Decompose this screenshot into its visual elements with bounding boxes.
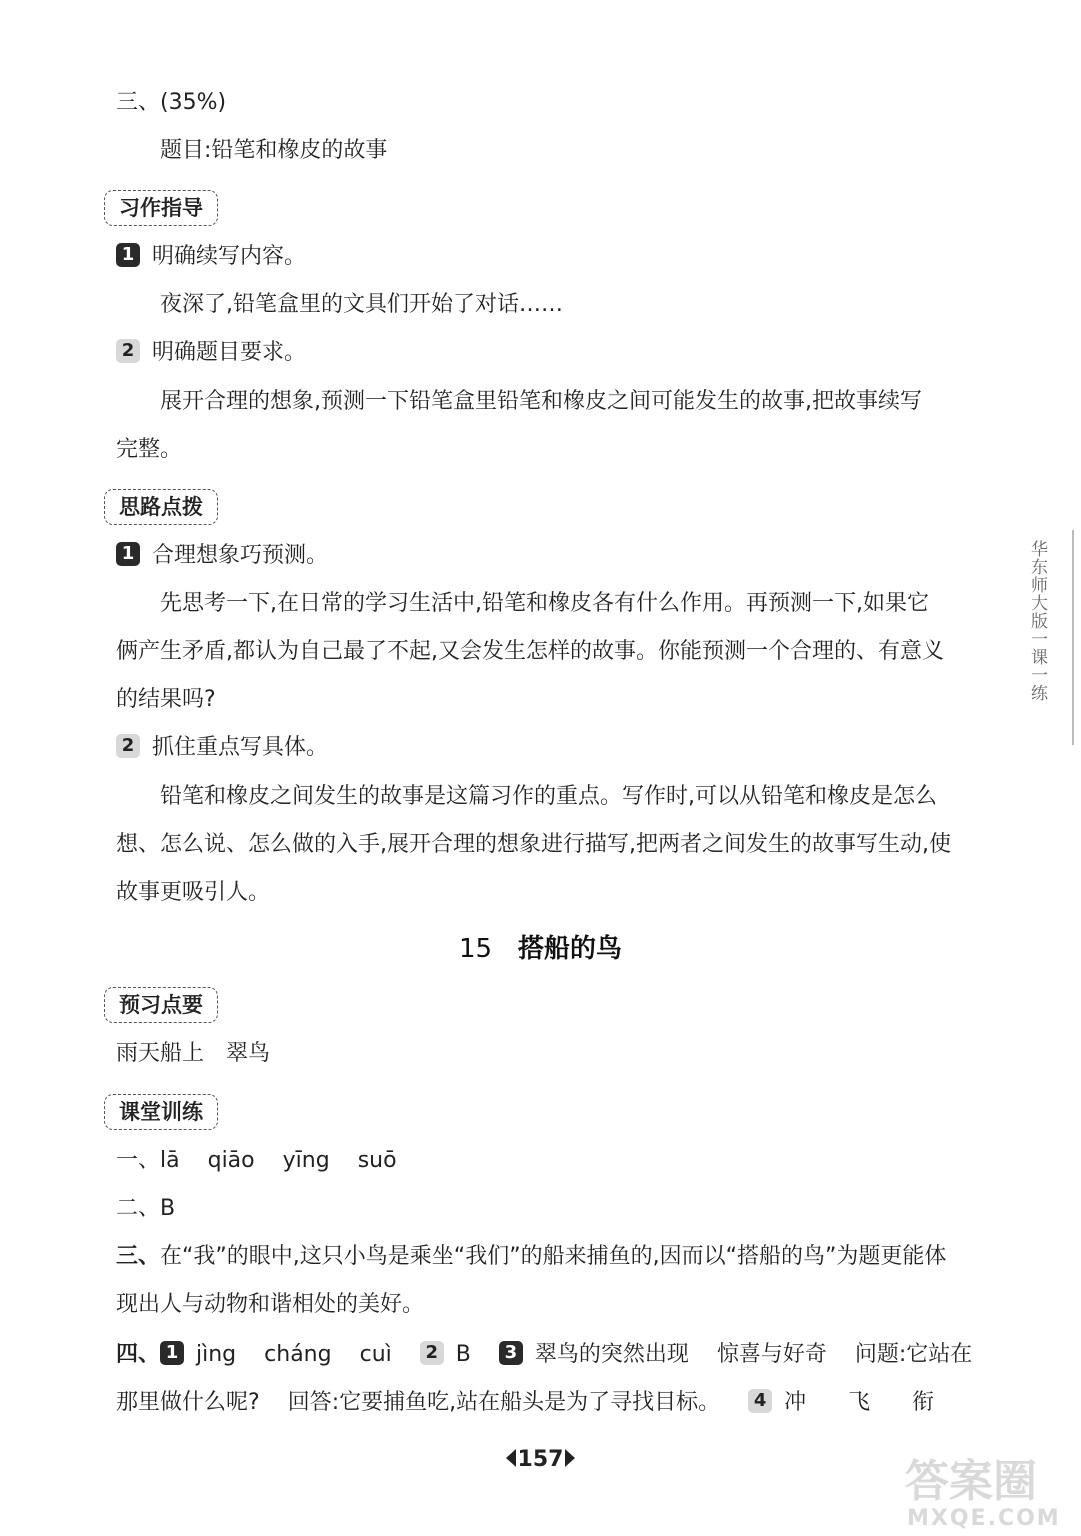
side-divider [1072, 530, 1074, 745]
q2-label: 二、 [116, 1196, 161, 1221]
idea-item-2-line3: 故事更吸引人。 [116, 880, 271, 905]
number-badge-icon: 4 [748, 1389, 772, 1413]
q3-label: 三、 [116, 1244, 161, 1269]
idea-item-1-label: 合理想象巧预测。 [152, 543, 329, 568]
q4-sub3-a: 翠鸟的突然出现 [534, 1342, 689, 1367]
idea-item-1-line2: 俩产生矛盾,都认为自己最了不起,又会发生怎样的故事。你能预测一个合理的、有意义 [116, 639, 944, 664]
number-badge-icon: 1 [116, 243, 140, 267]
answer-q1 [116, 1146, 397, 1176]
lesson-number: 15 [458, 934, 493, 964]
idea-tips-tag: 思路点拨 [104, 489, 218, 525]
idea-item-1 [116, 541, 328, 571]
pinyin-answer: cuì [359, 1342, 392, 1367]
q4-sub4-answer: 飞 [848, 1390, 871, 1415]
lesson-title [0, 932, 1081, 966]
idea-item-2-label: 抓住重点写具体。 [152, 735, 329, 760]
guide-item-2 [116, 338, 306, 368]
preview-tag: 预习点要 [104, 987, 218, 1023]
pinyin-answer: yīng [282, 1148, 330, 1173]
guide-item-2-label: 明确题目要求。 [152, 340, 307, 365]
q4-sub3-b: 惊喜与好奇 [716, 1342, 827, 1367]
q3-text: 在“我”的眼中,这只小鸟是乘坐“我们”的船来捕鱼的,因而以“搭船的鸟”为题更能体 [160, 1244, 947, 1269]
number-badge-icon: 2 [116, 339, 140, 363]
q4-sub3-c: 问题:它站在 [854, 1342, 973, 1367]
q4-sub3-d: 那里做什么呢? [116, 1390, 260, 1415]
number-badge-icon: 2 [420, 1341, 444, 1365]
guide-item-1-text: 夜深了,铅笔盒里的文具们开始了对话…… [160, 292, 563, 317]
section-heading-part3: 三、(35%) [116, 90, 227, 115]
lesson-name: 搭船的鸟 [518, 934, 623, 964]
left-arrow-icon [506, 1449, 516, 1467]
pinyin-answer: cháng [264, 1342, 332, 1367]
pinyin-answer: lā [160, 1148, 180, 1173]
q4-sub2-answer: B [455, 1342, 471, 1367]
number-badge-icon: 3 [499, 1341, 523, 1365]
class-practice-tag: 课堂训练 [104, 1094, 218, 1130]
q4-sub3-e: 回答:它要捕鱼吃,站在船头是为了寻找目标。 [287, 1390, 721, 1415]
essay-topic: 题目:铅笔和橡皮的故事 [160, 138, 388, 163]
number-badge-icon: 1 [160, 1341, 184, 1365]
right-arrow-icon [565, 1449, 575, 1467]
answer-q3-line1 [116, 1242, 946, 1272]
number-badge-icon: 1 [116, 542, 140, 566]
answer-q4-line2 [116, 1388, 934, 1418]
idea-item-2-line2: 想、怎么说、怎么做的入手,展开合理的想象进行描写,把两者之间发生的故事写生动,使 [116, 832, 951, 857]
q4-sub4-answer: 冲 [784, 1390, 807, 1415]
q2-answer: B [160, 1196, 176, 1221]
pinyin-answer: suō [357, 1148, 397, 1173]
idea-item-1-line1: 先思考一下,在日常的学习生活中,铅笔和橡皮各有什么作用。再预测一下,如果它 [160, 591, 929, 616]
guide-item-1 [116, 242, 306, 272]
answer-q2 [116, 1194, 175, 1224]
idea-item-2-line1: 铅笔和橡皮之间发生的故事是这篇习作的重点。写作时,可以从铅笔和橡皮是怎么 [160, 784, 937, 809]
writing-guide-tag: 习作指导 [104, 190, 218, 226]
watermark-logo [905, 1456, 1075, 1531]
guide-item-2-text-line2: 完整。 [116, 437, 183, 462]
pinyin-answer: qiāo [207, 1148, 255, 1173]
number-badge-icon: 2 [116, 734, 140, 758]
q4-label: 四、 [116, 1342, 161, 1367]
pinyin-answer: jìng [196, 1342, 237, 1367]
watermark-text: 答案圈 [905, 1456, 1037, 1507]
guide-item-2-text-line1: 展开合理的想象,预测一下铅笔盒里铅笔和橡皮之间可能发生的故事,把故事续写 [160, 389, 922, 414]
idea-item-2 [116, 733, 328, 763]
answer-q3-line2: 现出人与动物和谐相处的美好。 [116, 1292, 425, 1317]
guide-item-1-label: 明确续写内容。 [152, 244, 307, 269]
preview-text: 雨天船上 翠鸟 [116, 1041, 271, 1066]
answer-q4-line1 [116, 1340, 972, 1370]
watermark-url: MXQE.COM [907, 1506, 1061, 1531]
q1-label: 一、 [116, 1148, 161, 1173]
side-book-title: 华东师大版一课一练 [1027, 540, 1047, 702]
page-number-value: 157 [517, 1447, 564, 1472]
q4-sub4-answer: 衔 [912, 1390, 935, 1415]
idea-item-1-line3: 的结果吗? [116, 687, 216, 712]
